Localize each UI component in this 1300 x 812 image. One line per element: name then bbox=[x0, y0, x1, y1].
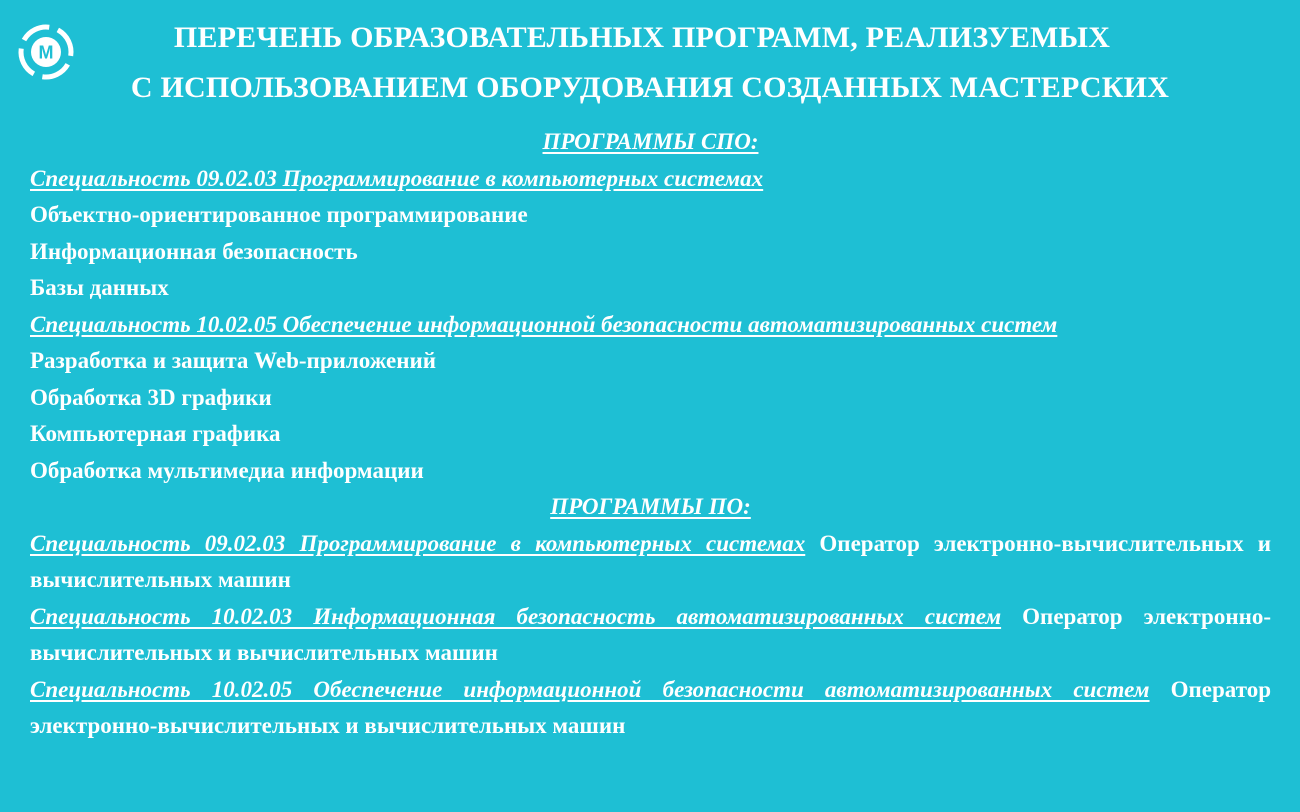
spo-spec-2-item: Обработка мультимедиа информации bbox=[30, 457, 424, 483]
po-entry-3 bbox=[30, 672, 1271, 745]
spec-title: Специальность 10.02.05 Обеспечение информационной безопасности автоматизированных систем bbox=[30, 676, 1150, 702]
spo-spec-2-item: Разработка и защита Web-приложений bbox=[30, 348, 437, 373]
qualification-text: Оператор электронно-вычислительных и вычислительных машин bbox=[30, 676, 1271, 738]
po-entry-1 bbox=[30, 526, 1271, 599]
spec-title: Специальность 09.02.03 Программирование в компьютерных системах bbox=[30, 165, 764, 191]
po-heading: ПРОГРАММЫ ПО: bbox=[550, 494, 751, 519]
spo-spec-1-item: Базы данных bbox=[30, 275, 169, 300]
programs-list bbox=[30, 124, 1271, 745]
spo-spec-2-item: Обработка 3D графики bbox=[30, 384, 272, 410]
spec-title: Специальность 10.02.03 Информационная безопасность автоматизированных систем bbox=[30, 603, 1002, 629]
spo-spec-2-item: Компьютерная графика bbox=[30, 421, 281, 446]
page-title-line-1: ПЕРЕЧЕНЬ ОБРАЗОВАТЕЛЬНЫХ ПРОГРАММ, РЕАЛИЗУЕМЫХ bbox=[173, 21, 1111, 54]
qualification-text: Оператор электронно-вычислительных и вычислительных машин bbox=[30, 530, 1271, 592]
spo-spec-1-item: Объектно-ориентированное программирование bbox=[30, 202, 528, 227]
page-title-line-2: С ИСПОЛЬЗОВАНИЕМ ОБОРУДОВАНИЯ СОЗДАННЫХ МАСТЕРСКИХ bbox=[130, 71, 1170, 104]
spec-title: Специальность 10.02.05 Обеспечение информационной безопасности автоматизированных систем bbox=[30, 311, 1058, 337]
spo-spec-1 bbox=[30, 161, 1271, 198]
spo-spec-2 bbox=[30, 307, 1271, 344]
logo-letter: М bbox=[38, 42, 54, 63]
qualification-text: Оператор электронно-вычислительных и вычислительных машин bbox=[30, 603, 1271, 665]
po-entry-2 bbox=[30, 599, 1271, 672]
spec-title: Специальность 09.02.03 Программирование в компьютерных системах bbox=[30, 530, 806, 556]
spo-heading: ПРОГРАММЫ СПО: bbox=[542, 129, 759, 154]
spo-spec-1-item: Информационная безопасность bbox=[30, 238, 358, 264]
